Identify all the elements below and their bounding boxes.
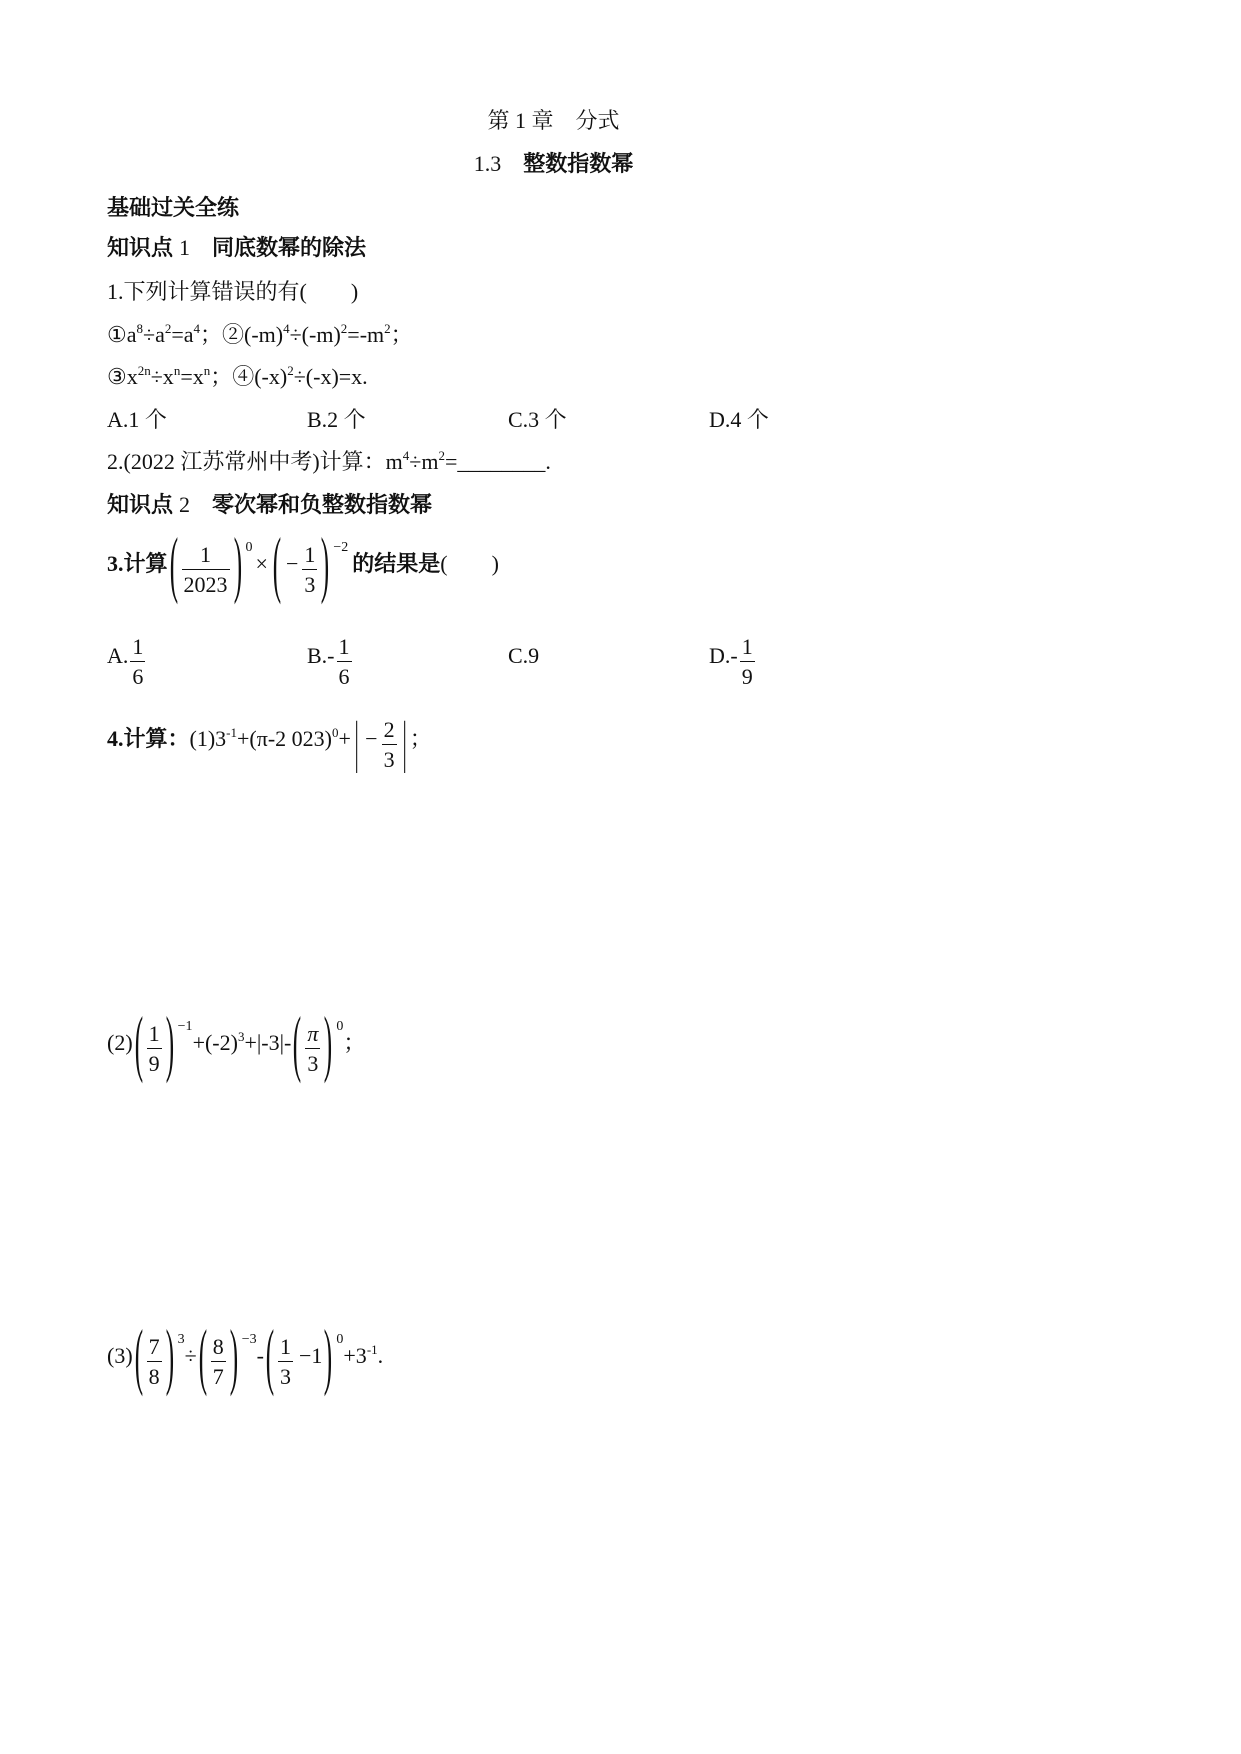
part-label: (2) xyxy=(107,1030,133,1055)
fraction xyxy=(182,541,230,600)
numerator: 1 xyxy=(182,541,230,570)
q3-option-c xyxy=(508,624,539,700)
fraction xyxy=(147,1333,162,1392)
superscript: n xyxy=(203,363,211,378)
q3-prefix: 3.计算 xyxy=(107,551,168,576)
absolute-value xyxy=(351,710,410,775)
superscript: 2 xyxy=(287,363,294,378)
denominator: 9 xyxy=(148,1050,160,1076)
superscript: n xyxy=(173,363,181,378)
superscript: 4 xyxy=(193,321,201,336)
expr-text: +3 xyxy=(343,1343,367,1368)
q1-statements-line-1 xyxy=(107,320,413,350)
denominator: 9 xyxy=(741,663,753,689)
numerator: 1 xyxy=(337,633,352,662)
section-heading xyxy=(107,149,1000,179)
expr-text: ÷m xyxy=(409,449,439,474)
knowledge-point-2 xyxy=(107,490,432,520)
numerator: π xyxy=(305,1020,320,1049)
expr-end: ； xyxy=(409,726,432,751)
denominator: 8 xyxy=(148,1363,160,1389)
exponent: 0 xyxy=(336,1019,344,1034)
numerator: 1 xyxy=(147,1020,162,1049)
superscript: 2 xyxy=(384,321,391,336)
numerator: 8 xyxy=(211,1333,226,1362)
right-paren: ) xyxy=(165,1002,174,1084)
option-label: B.- xyxy=(307,643,335,668)
superscript: 2 xyxy=(340,321,348,336)
kp-number: 2 xyxy=(179,492,191,517)
section-number: 1.3 xyxy=(473,151,502,176)
fraction xyxy=(302,541,317,600)
kp-number: 1 xyxy=(179,235,191,260)
minus-sign: − xyxy=(285,551,299,576)
q3-term-2 xyxy=(271,523,349,605)
exponent: 0 xyxy=(336,1332,344,1347)
exponent: −3 xyxy=(241,1332,257,1347)
chapter-title: 第 1 章 分式 xyxy=(487,108,620,133)
fraction xyxy=(147,1020,162,1079)
expr-text: −1 xyxy=(298,1343,323,1368)
superscript: 4 xyxy=(402,448,410,463)
expr-text: ③x xyxy=(107,364,138,389)
times-sign: × xyxy=(255,551,268,576)
knowledge-point-1 xyxy=(107,233,366,263)
denominator: 3 xyxy=(304,571,316,597)
fraction xyxy=(740,633,755,692)
superscript: 8 xyxy=(136,321,143,336)
expr-text: ①a xyxy=(107,322,137,347)
kp-title: 零次幂和负整数指数幂 xyxy=(212,492,433,517)
expr-text: +(π-2 023) xyxy=(237,726,333,751)
question-4-part-3 xyxy=(107,1315,384,1400)
left-paren: ( xyxy=(293,1002,302,1084)
exponent: 0 xyxy=(245,540,253,555)
left-paren: ( xyxy=(169,523,178,605)
numerator: 2 xyxy=(382,716,397,745)
q3-option-b xyxy=(307,624,354,700)
fraction xyxy=(211,1333,226,1392)
left-paren: ( xyxy=(134,1315,143,1397)
question-4-part-2 xyxy=(107,1002,366,1087)
section-title: 整数指数幂 xyxy=(523,151,634,176)
part-label: (3) xyxy=(107,1343,133,1368)
q4-p3-term-2 xyxy=(197,1315,257,1397)
q4-p2-middle xyxy=(193,1028,292,1058)
exponent: 3 xyxy=(177,1332,185,1347)
expr-text: (1)3 xyxy=(189,726,227,751)
denominator: 6 xyxy=(132,663,144,689)
fraction xyxy=(305,1020,320,1079)
q4-p3-term-1 xyxy=(133,1315,185,1397)
question-2 xyxy=(107,447,551,477)
superscript: 2 xyxy=(164,321,172,336)
q4-p2-term-1 xyxy=(133,1002,193,1084)
abs-bar-right: | xyxy=(402,710,407,774)
expr-text: . xyxy=(545,449,551,474)
option-c: C.3 个 xyxy=(508,407,567,432)
left-paren: ( xyxy=(265,1315,275,1397)
superscript: 0 xyxy=(332,725,339,740)
expr-text: ÷a xyxy=(143,322,165,347)
q4-p3-tail xyxy=(343,1341,383,1371)
right-paren: ) xyxy=(165,1315,174,1397)
numerator: 7 xyxy=(147,1333,162,1362)
option-b: B.2 个 xyxy=(307,407,366,432)
expr-text: ； xyxy=(390,322,413,347)
expr-text: ÷(-m) xyxy=(289,322,341,347)
minus-sign: - xyxy=(256,1343,264,1368)
expr-text: =x xyxy=(180,364,204,389)
numerator: 1 xyxy=(302,541,317,570)
numerator: 1 xyxy=(130,633,145,662)
denominator: 6 xyxy=(338,663,350,689)
exponent: −1 xyxy=(177,1019,193,1034)
option-d: D.4 个 xyxy=(709,407,769,432)
option-label: A. xyxy=(107,643,129,668)
superscript: 2 xyxy=(438,448,445,463)
numerator: 1 xyxy=(278,1333,293,1362)
expr-text: 2.(2022 江苏常州中考)计算：m xyxy=(107,449,403,474)
abs-bar-left: | xyxy=(354,710,359,774)
q4-p3-term-3 xyxy=(264,1315,344,1397)
divide-sign: ÷ xyxy=(184,1343,197,1368)
option-a: A.1 个 xyxy=(107,407,167,432)
fraction xyxy=(337,633,352,692)
question-4-part-1 xyxy=(107,707,432,783)
q3-option-a xyxy=(107,624,147,700)
q1-statements-line-2 xyxy=(107,362,368,392)
option-label: C.9 xyxy=(508,643,540,668)
superscript: -1 xyxy=(366,1342,378,1357)
answer-blank: ________ xyxy=(457,449,546,474)
part-title: 基础过关全练 xyxy=(107,195,240,220)
expr-end: ； xyxy=(343,1030,366,1055)
right-paren: ) xyxy=(324,1002,333,1084)
fraction xyxy=(130,633,145,692)
expr-text: + xyxy=(338,726,351,751)
q4-prefix: 4.计算： xyxy=(107,726,190,751)
denominator: 3 xyxy=(279,1363,291,1389)
expr-text: +|-3|- xyxy=(244,1030,292,1055)
minus-sign: − xyxy=(365,726,378,751)
q1-options xyxy=(107,405,1000,435)
fraction xyxy=(382,716,397,775)
superscript: 4 xyxy=(283,321,290,336)
expr-text: +(-2) xyxy=(192,1030,238,1055)
option-label: D.- xyxy=(709,643,738,668)
right-paren: ) xyxy=(321,523,330,605)
expr-text: . xyxy=(377,1343,384,1368)
denominator: 7 xyxy=(212,1363,224,1389)
expr-text: ；④(-x) xyxy=(210,364,288,389)
superscript: -1 xyxy=(226,725,238,740)
right-paren: ) xyxy=(324,1315,333,1397)
fraction xyxy=(278,1333,293,1392)
expr-text: =-m xyxy=(347,322,385,347)
expr-text: = xyxy=(444,449,458,474)
q3-option-d xyxy=(709,624,757,700)
superscript: 2n xyxy=(137,363,151,378)
answer-blank: ( ) xyxy=(440,551,499,576)
expr-text: ÷x xyxy=(150,364,174,389)
right-paren: ) xyxy=(233,523,242,605)
q3-suffix: 的结果是 xyxy=(352,551,441,576)
right-paren: ) xyxy=(229,1315,238,1397)
q4-p1-text xyxy=(107,724,351,754)
expr-text: ；②(-m) xyxy=(200,322,284,347)
left-paren: ( xyxy=(198,1315,207,1397)
expr-text: ÷(-x)=x. xyxy=(293,364,368,389)
denominator: 3 xyxy=(307,1050,319,1076)
numerator: 1 xyxy=(740,633,755,662)
left-paren: ( xyxy=(134,1002,143,1084)
exponent: −2 xyxy=(333,540,349,555)
denominator: 3 xyxy=(383,746,395,772)
kp-label: 知识点 xyxy=(107,235,174,260)
expr-text: =a xyxy=(171,322,194,347)
left-paren: ( xyxy=(272,523,282,605)
q4-p2-term-2 xyxy=(291,1002,344,1084)
denominator: 2023 xyxy=(183,571,228,597)
q1-stem: 1.下列计算错误的有( ) xyxy=(107,279,359,304)
question-3 xyxy=(107,523,499,608)
kp-title: 同底数幂的除法 xyxy=(212,235,367,260)
superscript: 3 xyxy=(237,1029,245,1044)
kp-label: 知识点 xyxy=(107,492,174,517)
q3-term-1 xyxy=(168,523,253,605)
